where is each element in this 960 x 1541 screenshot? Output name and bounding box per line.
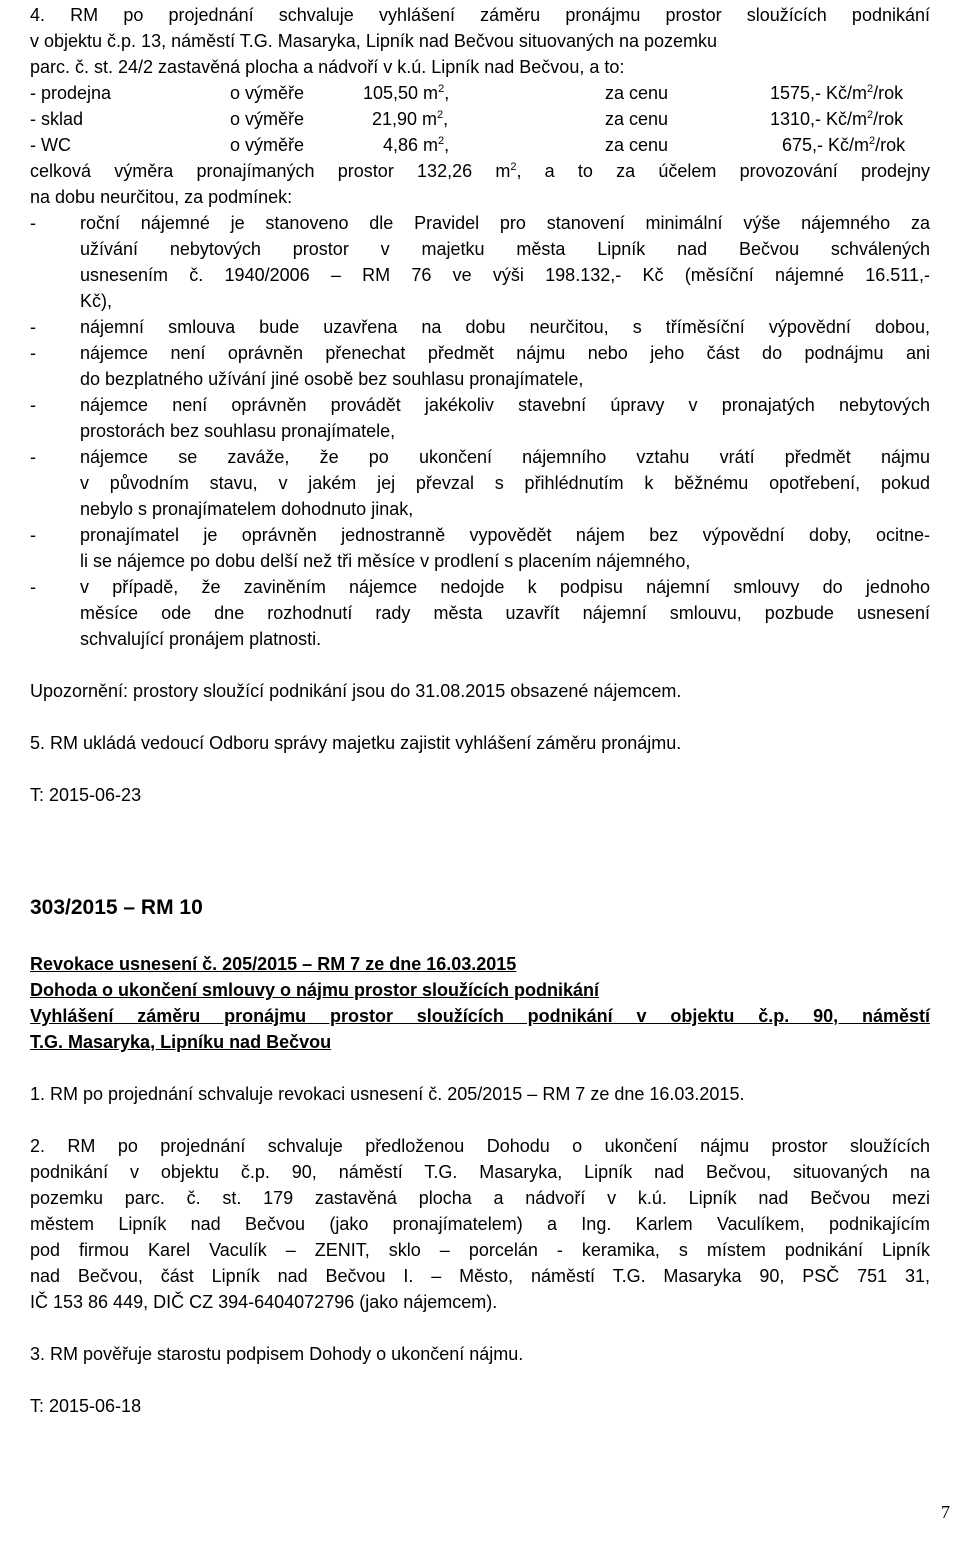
area-label: o výměře [230,83,305,103]
item-5: 5. RM ukládá vedoucí Odboru správy majetku zajistit vyhlášení záměru pronájmu. [30,733,682,753]
term-date-2: T: 2015-06-18 [30,1396,142,1416]
resolution-title-3-line-2: T.G. Masaryka, Lipníku nad Bečvou [30,1032,332,1052]
total-area-line-2: na dobu neurčitou, za podmínek: [30,187,293,207]
price-label: za cenu [605,83,669,103]
item4-line-1: 4. RM po projednání schvaluje vyhlášení záměru pronájmu prostor sloužících podnikání [30,5,930,25]
resolution-point-2-line-3: pozemku parc. č. st. 179 zastavěná plocha a nádvoří v k.ú. Lipník nad Bečvou mezi [30,1188,930,1208]
resolution-point-2-line-2: podnikání v objektu č.p. 90, náměstí T.G. Masaryka, Lipník nad Bečvou, situovaných na [30,1162,930,1182]
area-value: 21,90 $m^2$, [372,109,449,129]
price-value: 675,- $Kč/m^2$/rok [782,135,906,155]
bullet-dash: - [30,213,36,233]
space-name: - sklad [30,109,84,129]
bullet-dash: - [30,395,36,415]
price-label: za cenu [605,109,669,129]
area-label: o výměře [230,135,305,155]
space-name: - prodejna [30,83,112,103]
condition-3-line-1: nájemce není oprávněn přenechat předmět nájmu nebo jeho část do podnájmu ani [80,343,930,363]
resolution-point-3: 3. RM pověřuje starostu podpisem Dohody o ukončení nájmu. [30,1344,524,1364]
price-value: 1310,- $Kč/m^2$/rok [770,109,904,129]
total-area-line: celková výměra pronajímaných prostor 132,26 $m^2$, a to za účelem provozování prodejny [30,161,930,181]
term-date-1: T: 2015-06-23 [30,785,142,805]
bullet-dash: - [30,343,36,363]
resolution-point-2-line-1: 2. RM po projednání schvaluje předloženou Dohodu o ukončení nájmu prostor sloužících [30,1136,930,1156]
bullet-dash: - [30,317,36,337]
condition-7-line-3: schvalující pronájem platnosti. [80,629,322,649]
price-label: za cenu [605,135,669,155]
space-name: - WC [30,135,71,155]
item4-line-3: parc. č. st. 24/2 zastavěná plocha a nádvoří v k.ú. Lipník nad Bečvou, a to: [30,57,625,77]
condition-1-line-2: užívání nebytových prostor v majetku města Lipník nad Bečvou schválených [80,239,930,259]
resolution-point-2-line-5: pod firmou Karel Vaculík – ZENIT, sklo – porcelán - keramika, s místem podnikání Lipník [30,1240,930,1260]
price-value: 1575,- $Kč/m^2$/rok [770,83,904,103]
resolution-point-2-line-7: IČ 153 86 449, DIČ CZ 394-6404072796 (jako nájemcem). [30,1292,498,1312]
condition-1-line-3: usnesením č. 1940/2006 – RM 76 ve výši 198.132,- Kč (měsíční nájemné 16.511,- [80,265,930,285]
bullet-dash: - [30,525,36,545]
resolution-point-2-line-4: městem Lipník nad Bečvou (jako pronajímatelem) a Ing. Karlem Vaculíkem, podnikajícím [30,1214,930,1234]
item4-line-2: v objektu č.p. 13, náměstí T.G. Masaryka, Lipník nad Bečvou situovaných na pozemku [30,31,718,51]
area-value: 4,86 $m^2$, [383,135,450,155]
condition-6-line-1: pronajímatel je oprávněn jednostranně vypovědět nájem bez výpovědní doby, ocitne- [80,525,930,545]
resolution-point-1: 1. RM po projednání schvaluje revokaci usnesení č. 205/2015 – RM 7 ze dne 16.03.2015. [30,1084,745,1104]
space-row-prodejna [30,80,930,106]
condition-7-line-1: v případě, že zaviněním nájemce nedojde k podpisu nájemní smlouvy do jednoho [80,577,930,597]
condition-5-line-1: nájemce se zaváže, že po ukončení nájemního vztahu vrátí předmět nájmu [80,447,930,467]
area-label: o výměře [230,109,305,129]
area-value: 105,50 $m^2$, [363,83,450,103]
space-row-sklad [30,106,930,132]
space-row-wc [30,132,930,158]
condition-3-line-2: do bezplatného užívání jiné osobě bez souhlasu pronajímatele, [80,369,584,389]
resolution-title-3-line-1: Vyhlášení záměru pronájmu prostor sloužících podnikání v objektu č.p. 90, náměstí [30,1006,930,1026]
bullet-dash: - [30,447,36,467]
resolution-title-1: Revokace usnesení č. 205/2015 – RM 7 ze dne 16.03.2015 [30,954,517,974]
condition-7-line-2: měsíce ode dne rozhodnutí rady města uzavřít nájemní smlouvu, pozbude usnesení [80,603,930,623]
condition-1-line-1: roční nájemné je stanoveno dle Pravidel pro stanovení minimální výše nájemného za [80,213,930,233]
page-number: 7 [941,1502,950,1522]
condition-4-line-2: prostorách bez souhlasu pronajímatele, [80,421,396,441]
resolution-title-2: Dohoda o ukončení smlouvy o nájmu prostor sloužících podnikání [30,980,600,1000]
condition-2-line-1: nájemní smlouva bude uzavřena na dobu neurčitou, s tříměsíční výpovědní dobou, [80,317,930,337]
condition-4-line-1: nájemce není oprávněn provádět jakékoliv stavební úpravy v pronajatých nebytových [80,395,930,415]
condition-1-line-4: Kč), [80,291,113,311]
condition-5-line-2: v původním stavu, v jakém jej převzal s přihlédnutím k běžnému opotřebení, pokud [80,473,930,493]
bullet-dash: - [30,577,36,597]
occupancy-note: Upozornění: prostory sloužící podnikání jsou do 31.08.2015 obsazené nájemcem. [30,681,682,701]
resolution-point-2-line-6: nad Bečvou, část Lipník nad Bečvou I. – Město, náměstí T.G. Masaryka 90, PSČ 751 31, [30,1266,930,1286]
condition-5-line-3: nebylo s pronajímatelem dohodnuto jinak, [80,499,414,519]
resolution-number: 303/2015 – RM 10 [30,896,203,919]
condition-6-line-2: li se nájemce po dobu delší než tři měsíce v prodlení s placením nájemného, [80,551,691,571]
